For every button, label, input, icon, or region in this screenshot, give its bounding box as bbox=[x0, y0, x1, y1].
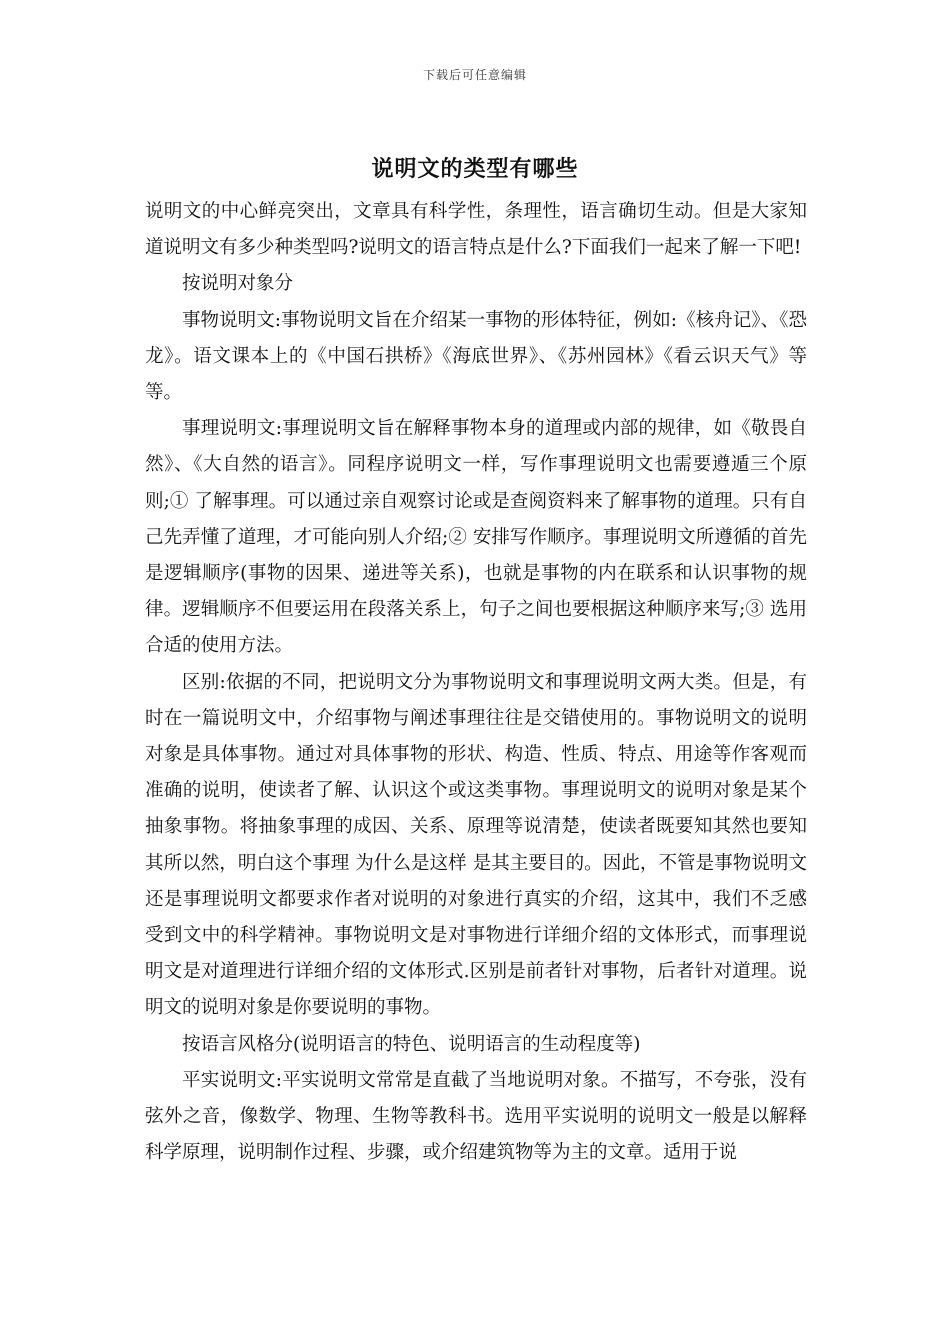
paragraph-intro: 说明文的中心鲜亮突出，文章具有科学性，条理性，语言确切生动。但是大家知道说明文有多少种类型吗?说明文的语言特点是什么?下面我们一起来了解一下吧! bbox=[145, 201, 807, 259]
paragraph-thing-exposition: 事物说明文:事物说明文旨在介绍某一事物的形体特征，例如:《核舟记》、《恐龙》。语文课本上的《中国石拱桥》《海底世界》、《苏州园林》《看云识天气》等等。 bbox=[145, 309, 807, 404]
paragraph-plain-exposition: 平实说明文:平实说明文常常是直截了当地说明对象。不描写，不夸张，没有弦外之音，像数学、物理、生物等教科书。选用平实说明的说明文一般是以解释科学原理，说明制作过程、步骤，或介绍建筑物等为主的文章。适用于说 bbox=[145, 1069, 807, 1164]
header-note: 下载后可任意编辑 bbox=[422, 68, 527, 82]
paragraph-reason-exposition: 事理说明文:事理说明文旨在解释事物本身的道理或内部的规律，如《敬畏自然》、《大自然的语言》。同程序说明文一样，写作事理说明文也需要遵遁三个原则;① 了解事理。可以通过亲自观察讨论或是查阅资料来了解事物的道理。只有自己先弄懂了道理，才可能向别人介绍;② 安排写作顺序。事理说明文所遵循的首先是逻辑顺序(事物的因果、递进等关系)，也就是事物的内在联系和认识事物的规律。逻辑顺序不但要运用在段落关系上，句子之间也要根据这种顺序来写;③ 选用合适的使用方法。 bbox=[145, 418, 807, 657]
paragraph-difference: 区别:依据的不同，把说明文分为事物说明文和事理说明文两大类。但是，有时在一篇说明文中，介绍事物与阐述事理往往是交错使用的。事物说明文的说明对象是具体事物。通过对具体事物的形状、构造、性质、特点、用途等作客观而准确的说明，使读者了解、认识这个或这类事物。事理说明文的说明对象是某个抽象事物。将抽象事理的成因、关系、原理等说清楚，使读者既要知其然也要知其所以然，明白这个事理 为什么是这样 是其主要目的。因此，不管是事物说明文还是事理说明文都要求作者对说明的对象进行真实的介绍，这其中，我们不乏感受到文中的科学精神。事物说明文是对事物进行详细介绍的文体形式，而事理说明文是对道理进行详细介绍的文体形式.区别是前者针对事物，后者针对道理。说明文的说明对象是你要说明的事物。 bbox=[145, 671, 807, 1019]
document-title: 说明文的类型有哪些 bbox=[371, 157, 579, 182]
section-heading-by-style: 按语言风格分(说明语言的特色、说明语言的生动程度等) bbox=[182, 1033, 641, 1055]
document-body bbox=[145, 194, 807, 1171]
section-heading-by-object: 按说明对象分 bbox=[182, 273, 294, 295]
